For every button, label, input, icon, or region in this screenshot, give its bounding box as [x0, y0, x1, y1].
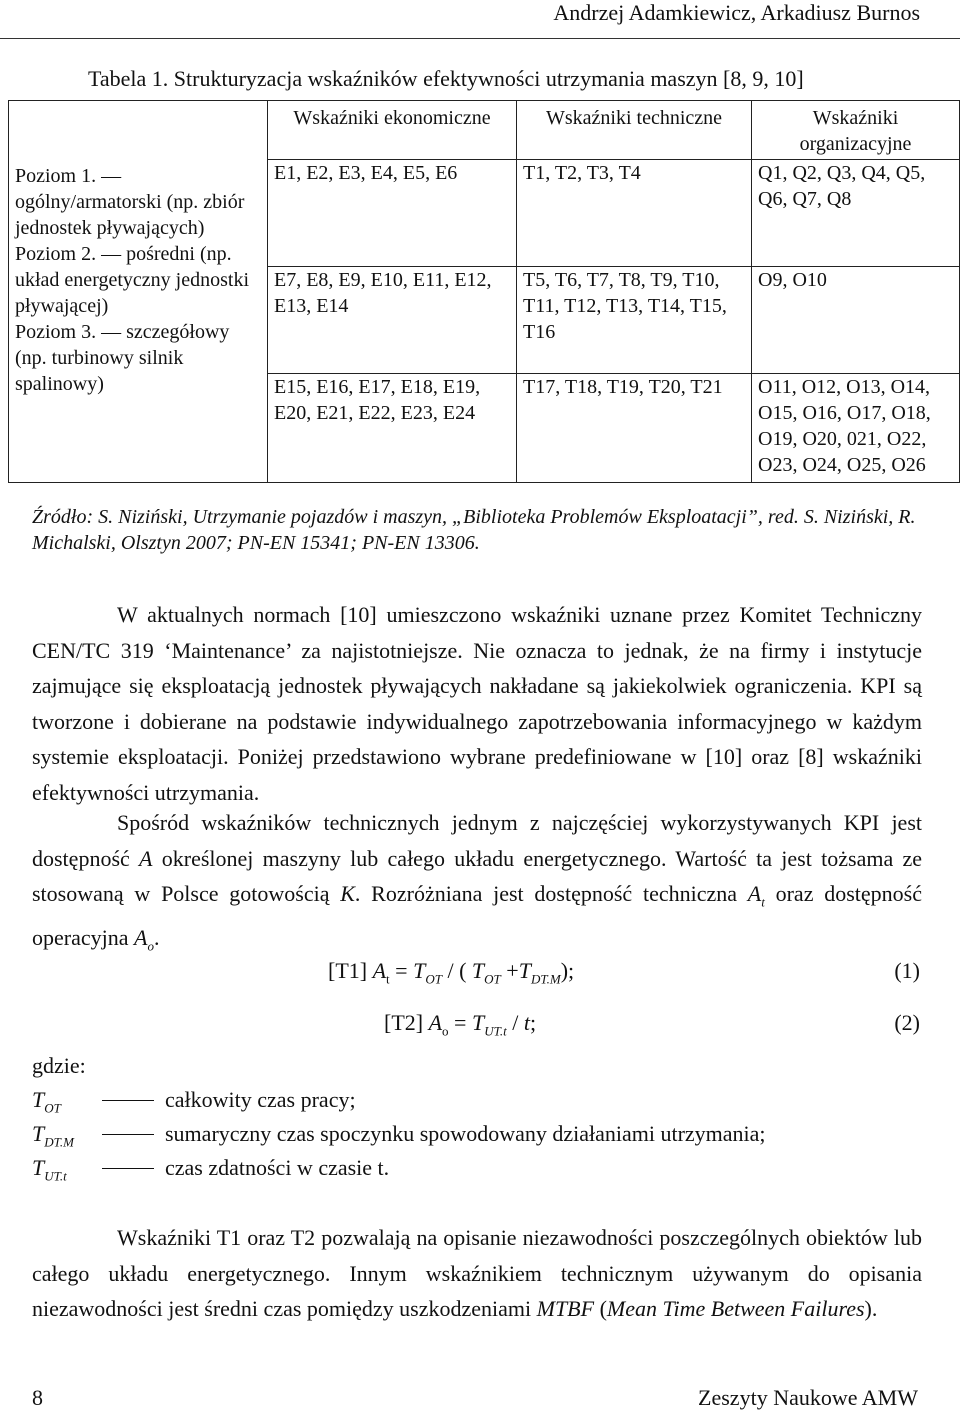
page-number: 8 — [32, 1385, 43, 1410]
paragraph-3: Wskaźniki T1 oraz T2 pozwalają na opisanie niezawodności poszczególnych obiektów lub całego układu energetycznego. Innym wskaźnikiem technicznym używanym do opisania niezawodności jest średni czas pomiędzy uszkodzeniami MTBF (Mean Time Between Failures). — [32, 1225, 922, 1322]
table-cell: T5, T6, T7, T8, T9, T10, T11, T12, T13, T14, T15, T16 — [517, 267, 752, 374]
header-organizational: Wskaźniki organizacyjne — [752, 101, 960, 160]
level-3: Poziom 3. — szczegółowy (np. turbinowy silnik spalinowy) — [15, 321, 230, 395]
journal-name: Zeszyty Naukowe AMW — [698, 1385, 918, 1410]
table-cell: E15, E16, E17, E18, E19, E20, E21, E22, E23, E24 — [268, 374, 517, 483]
running-header — [0, 0, 960, 39]
table-cell: E1, E2, E3, E4, E5, E6 — [268, 160, 517, 267]
table-cell: O9, O10 — [752, 267, 960, 374]
table-cell: E7, E8, E9, E10, E11, E12, E13, E14 — [268, 267, 517, 374]
paragraph-1: W aktualnych normach [10] umieszczono wskaźniki uznane przez Komitet Techniczny CEN/TC 319 ‘Maintenance’ za najistotniejsze. Nie oznacza to jednak, że na firmy i instytucje zajmujące się eksploatacją jednostek pływających nakładane są jakiekolwiek ograniczenia. KPI są tworzone i dobierane na podstawie indywidualnego zapotrzebowania informacyjnego w każdym systemie eksploatacji. Poniżej przedstawiono wybrane predefiniowane w [10] oraz [8] wskaźniki efektywności utrzymania. — [32, 602, 922, 805]
levels-cell — [9, 101, 268, 483]
definition-row: $T_{OT}$ całkowity czas pracy; — [32, 1087, 356, 1116]
em-dash — [102, 1100, 154, 1101]
table-caption: Tabela 1. Strukturyzacja wskaźników efektywności utrzymania maszyn [8, 9, 10] — [88, 66, 804, 91]
level-2: Poziom 2. — pośredni (np. układ energetyczny jednostki pływającej) — [15, 243, 250, 317]
table-cell: Q1, Q2, Q3, Q4, Q5, Q6, Q7, Q8 — [752, 160, 960, 267]
level-1: Poziom 1. — ogólny/armatorski (np. zbiór jednostek pływających) — [15, 165, 245, 239]
equation-2-body: [T2] $A_o = T_{UT.t} / t$; — [384, 1010, 537, 1039]
table-header-row — [9, 101, 960, 160]
em-dash — [102, 1168, 154, 1169]
header-economic: Wskaźniki ekonomiczne — [268, 101, 517, 160]
equation-2-number: (2) — [894, 1010, 920, 1035]
header-technical: Wskaźniki techniczne — [517, 101, 752, 160]
equation-1-body: [T1] $A_t = T_{OT}$ / ( $T_{OT} +T_{DT.M}$); — [328, 958, 575, 987]
table-cell: O11, O12, O13, O14, O15, O16, O17, O18, O19, O20, 021, O22, O23, O24, O25, O26 — [752, 374, 960, 483]
where-label: gdzie: — [32, 1053, 86, 1078]
definition-row: $T_{DT.M}$ sumaryczny czas spoczynku spowodowany działaniami utrzymania; — [32, 1121, 766, 1150]
table-cell: T1, T2, T3, T4 — [517, 160, 752, 267]
header-authors: Andrzej Adamkiewicz, Arkadiusz Burnos — [553, 0, 920, 25]
em-dash — [102, 1134, 154, 1135]
paragraph-2: Spośród wskaźników technicznych jednym z najczęściej wykorzystywanych KPI jest dostępność A określonej maszyny lub całego układu energetycznego. Wartość ta jest tożsama ze stosowaną w Polsce gotowością K. Rozróżniana jest dostępność techniczna $A_t$ oraz dostępność operacyjna $A_o$. — [32, 810, 923, 954]
table-cell: T17, T18, T19, T20, T21 — [517, 374, 752, 483]
table-source: Źródło: S. Niziński, Utrzymanie pojazdów i maszyn, „Biblioteka Problemów Eksploatacji”, red. S. Niziński, R. Michalski, Olsztyn 2007; PN-EN 15341; PN-EN 13306. — [32, 506, 916, 554]
indicators-table — [8, 100, 960, 483]
definition-row: $T_{UT.t}$ czas zdatności w czasie t. — [32, 1155, 390, 1184]
equation-1-number: (1) — [894, 958, 920, 983]
